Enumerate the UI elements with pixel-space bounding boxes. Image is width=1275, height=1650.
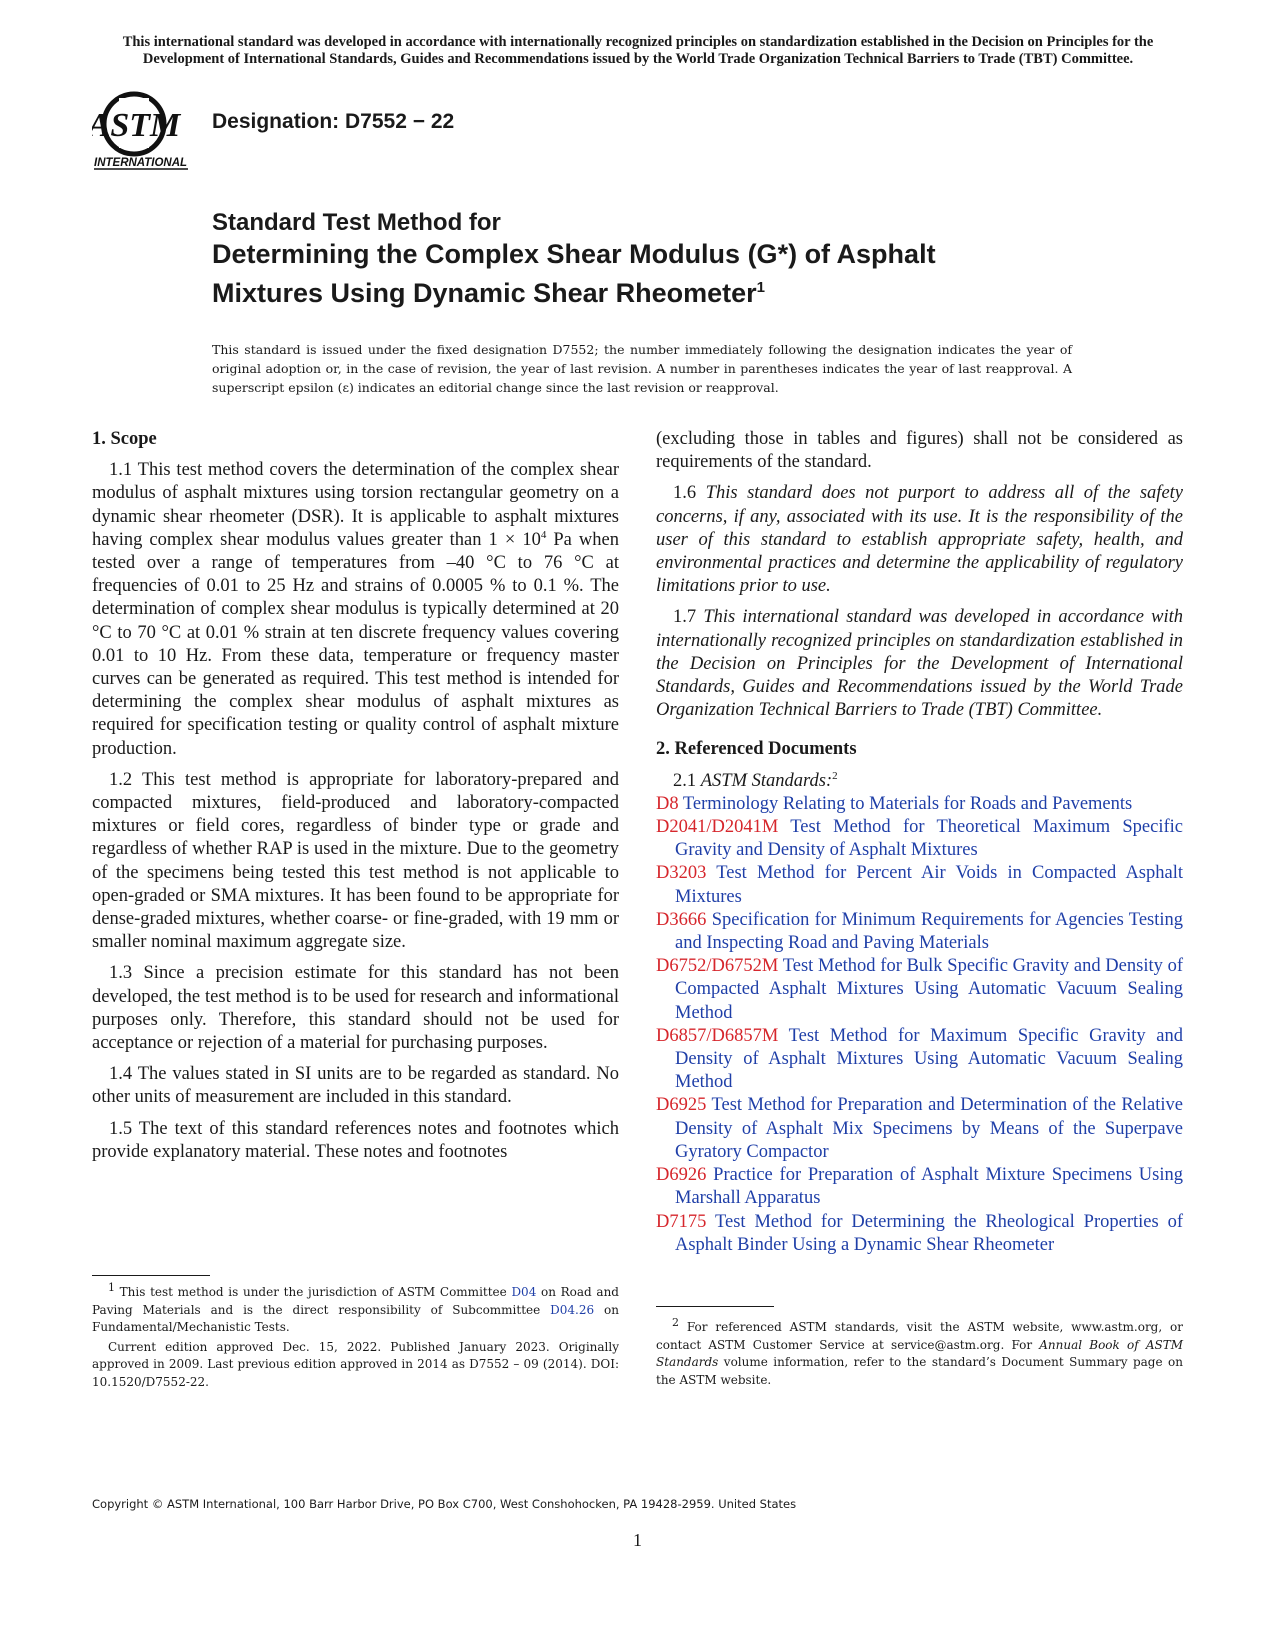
- page-number: 1: [633, 1530, 642, 1550]
- reference-item-d6925[interactable]: D6925 Test Method for Preparation and Determination of the Relative Density of Asphalt Mix Specimens by Means of the Superpave Gyratory Compactor: [656, 1095, 1183, 1162]
- footnote-rule-right: [656, 1306, 774, 1307]
- paragraph-1-1: 1.1 This test method covers the determination of the complex shear modulus of asphalt mixtures using torsion rectangular geometry on a dynamic shear rheometer (DSR). It is applicable to asphalt mixtures having complex shear modulus values greater than $1 \times 10^4$ Pa when tested over a range of temperatures from –40 °C to 76 °C at frequencies of 0.01 to 25 Hz and strains of 0.0005 % to 0.1 %. The determination of complex shear modulus is typically determined at 20 °C to 70 °C at 0.01 % strain at ten discrete frequency values covering 0.01 to 10 Hz. From these data, temperature or frequency master curves can be generated as required. This test method is intended for determining the complex shear modulus of asphalt mixtures as required for specification testing or quality control of asphalt mixture production.: [92, 460, 619, 759]
- title-line1: Standard Test Method for: [212, 209, 501, 236]
- reference-item-d6926[interactable]: D6926 Practice for Preparation of Asphalt Mixture Specimens Using Marshall Apparatus: [656, 1165, 1184, 1209]
- title-footnote-mark: 1: [756, 279, 766, 296]
- footnote-1-edition: Current edition approved Dec. 15, 2022. Published January 2023. Originally approved in 2009. Last previous edition approved in 2014 as D7552 – 09 (2014). DOI: 10.1520/D7552-22.: [92, 1339, 619, 1389]
- wto-notice-line1: This international standard was developed in accordance with internationally recognized principles on standardization established in the Decision on Principles for the: [122, 34, 1154, 50]
- paragraph-1-2: 1.2 This test method is appropriate for laboratory-prepared and compacted mixtures, field-produced and laboratory-compacted mixtures or field cores, regardless of binder type or grade and regardless of whether RAP is used in the mixture. Due to the geometry of the specimens being tested this test method is not applicable to open-graded or SMA mixtures. It has been found to be appropriate for dense-graded mixtures, whether coarse- or fine-graded, with 19 mm or smaller nominal maximum aggregate size.: [92, 769, 619, 953]
- document-title: [212, 208, 1112, 310]
- title-line2: Determining the Complex Shear Modulus (G*) of Asphalt: [212, 239, 936, 269]
- astm-standards-label: 2.1 ASTM Standards:$^2$: [673, 769, 838, 791]
- footnote-rule-left: [92, 1275, 210, 1276]
- right-column: [656, 428, 1183, 1257]
- paragraph-1-6: 1.6 This standard does not purport to address all of the safety concerns, if any, associated with its use. It is the responsibility of the user of this standard to establish appropriate safety, health, and environmental practices and determine the applicability of regulatory limitations prior to use.: [656, 483, 1184, 597]
- reference-item-d8[interactable]: D8 Terminology Relating to Materials for Roads and Pavements: [656, 793, 1133, 814]
- footnote-1: 1 This test method is under the jurisdiction of ASTM Committee D04 on Road and Paving Materials and is the direct responsibility of Subcommittee D04.26 on Fundamental/Mechanistic Tests. Current edition approved Dec. 15, 2022. Published January 2023. Originally approved in 2009. Last previous edition approved in 2014 as D7552 – 09 (2014). DOI: 10.1520/D7552-22.: [92, 1284, 619, 1393]
- reference-item-d3666[interactable]: D3666 Specification for Minimum Requirements for Agencies Testing and Inspecting Road and Paving Materials: [656, 909, 1184, 954]
- paragraph-1-7: 1.7 This international standard was developed in accordance with internationally recognized principles on standardization established in the Decision on Principles for the Development of International Standards, Guides and Recommendations issued by the World Trade Organization Technical Barriers to Trade (TBT) Committee.: [656, 607, 1184, 721]
- paragraph-1-4: 1.4 The values stated in SI units are to be regarded as standard. No other units of measurement are included in this standard.: [92, 1064, 619, 1108]
- committee-link-d04[interactable]: D04: [511, 1285, 537, 1299]
- logo-international-text: INTERNATIONAL: [94, 157, 188, 169]
- astm-logo: [92, 86, 202, 176]
- title-main: [212, 238, 1112, 310]
- reference-item-d2041[interactable]: D2041/D2041M Test Method for Theoretical Maximum Specific Gravity and Density of Asphalt Mixtures: [656, 817, 1184, 861]
- paragraph-1-5b: (excluding those in tables and figures) shall not be considered as requirements of the standard.: [656, 429, 1183, 473]
- left-column: [92, 428, 619, 1172]
- section2-heading: 2. Referenced Documents: [656, 739, 857, 760]
- reference-item-d7175[interactable]: D7175 Test Method for Determining the Rheological Properties of Asphalt Binder Using a Dynamic Shear Rheometer: [656, 1211, 1183, 1255]
- copyright-notice: Copyright © ASTM International, 100 Barr Harbor Drive, PO Box C700, West Conshohocken, PA 19428-2959. United States: [92, 1497, 797, 1511]
- wto-notice-line2: Development of International Standards, Guides and Recommendations issued by the World Trade Organization Technical Barriers to Trade (TBT) Committee.: [142, 51, 1134, 67]
- title-line3: Mixtures Using Dynamic Shear Rheometer: [212, 278, 757, 308]
- subcommittee-link-d04-26[interactable]: D04.26: [550, 1302, 595, 1317]
- paragraph-1-3: 1.3 Since a precision estimate for this standard has not been developed, the test method is to be used for research and informational purposes only. Therefore, this standard should not be used for acceptance or rejection of a material for purchasing purposes.: [92, 963, 619, 1054]
- reference-item-d3203[interactable]: D3203 Test Method for Percent Air Voids in Compacted Asphalt Mixtures: [656, 863, 1183, 907]
- reference-item-d6857[interactable]: D6857/D6857M Test Method for Maximum Specific Gravity and Density of Asphalt Mixtures Using Automatic Vacuum Sealing Method: [656, 1025, 1183, 1093]
- paragraph-1-5a: 1.5 The text of this standard references notes and footnotes which provide explanatory material. These notes and footnotes: [92, 1118, 619, 1162]
- reference-item-d6752[interactable]: D6752/D6752M Test Method for Bulk Specific Gravity and Density of Compacted Asphalt Mixtures Using Automatic Vacuum Sealing Method: [656, 956, 1183, 1023]
- footnote-2: 2 For referenced ASTM standards, visit the ASTM website, www.astm.org, or contact ASTM Customer Service at service@astm.org. For Annual Book of ASTM Standards volume information, refer to the standard’s Document Summary page on the ASTM website.: [656, 1316, 1183, 1387]
- section1-heading: 1. Scope: [92, 429, 157, 449]
- logo-letters: ASTM: [92, 107, 181, 144]
- designation: Designation: D7552 − 22: [212, 110, 455, 133]
- astm-logo-icon: [92, 86, 202, 176]
- wto-notice: [88, 34, 1188, 68]
- issue-note: This standard is issued under the fixed designation D7552; the number immediately following the designation indicates the year of original adoption or, in the case of revision, the year of last revision. A number in parentheses indicates the year of last reapproval. A superscript epsilon (ε) indicates an editorial change since the last revision or reapproval.: [212, 342, 1072, 395]
